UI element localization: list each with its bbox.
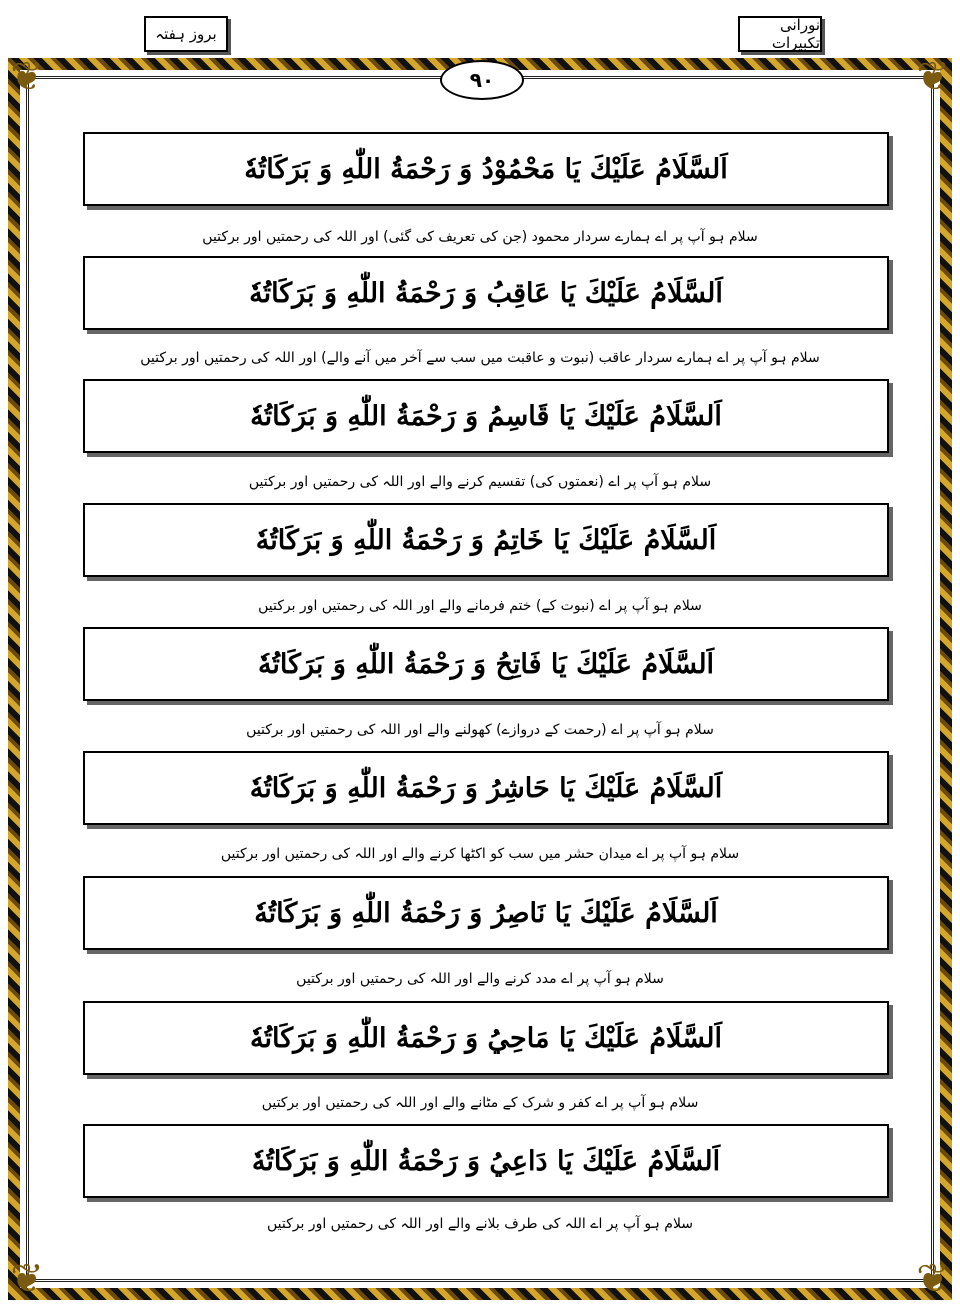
- salutation-translation: سلام ہو آپ پر اے ہمارے سردار عاقب (نبوت و عاقبت میں سب سے آخر میں آنے والے) اور اللہ کی رحمتیں اور برکتیں: [140, 350, 820, 366]
- salutation-arabic: اَلسَّلَامُ عَلَيْكَ يَا عَاقِبُ وَ رَحْمَةُ اللّٰهِ وَ بَرَكَاتُهٗ: [83, 256, 889, 330]
- corner-ornament-icon: ❦: [916, 54, 950, 100]
- salutation-translation: سلام ہو آپ پر اے اللہ کی طرف بلانے والے اور اللہ کی رحمتیں اور برکتیں: [266, 1216, 694, 1232]
- salutation-translation: سلام ہو آپ پر اے میدان حشر میں سب کو اکٹھا کرنے والے اور اللہ کی رحمتیں اور برکتیں: [220, 846, 740, 862]
- salutation-translation: سلام ہو آپ پر اے (رحمت کے دروازے) کھولنے والے اور اللہ کی رحمتیں اور برکتیں: [246, 722, 714, 738]
- salutation-arabic: اَلسَّلَامُ عَلَيْكَ يَا مَحْمُوْدُ وَ رَحْمَةُ اللّٰهِ وَ بَرَكَاتُهٗ: [83, 132, 889, 206]
- corner-ornament-icon: ❦: [10, 1256, 44, 1302]
- salutation-translation: سلام ہو آپ پر اے (نعمتوں کی) تقسیم کرنے والے اور اللہ کی رحمتیں اور برکتیں: [248, 474, 712, 490]
- page-number: ۹۰: [440, 60, 524, 100]
- salutation-translation: سلام ہو آپ پر اے ہمارے سردار محمود (جن کی تعریف کی گئی) اور اللہ کی رحمتیں اور برکتیں: [202, 229, 758, 245]
- corner-ornament-icon: ❦: [916, 1256, 950, 1302]
- salutation-arabic: اَلسَّلَامُ عَلَيْكَ يَا مَاحِيُ وَ رَحْمَةُ اللّٰهِ وَ بَرَكَاتُهٗ: [83, 1001, 889, 1075]
- salutation-translation: سلام ہو آپ پر اے (نبوت کے) ختم فرمانے والے اور اللہ کی رحمتیں اور برکتیں: [258, 598, 702, 614]
- salutation-arabic: اَلسَّلَامُ عَلَيْكَ يَا دَاعِيُ وَ رَحْمَةُ اللّٰهِ وَ بَرَكَاتُهٗ: [83, 1124, 889, 1198]
- book-title-label: نورانی تکبیرات: [738, 16, 822, 52]
- salutation-arabic: اَلسَّلَامُ عَلَيْكَ يَا نَاصِرُ وَ رَحْمَةُ اللّٰهِ وَ بَرَكَاتُهٗ: [83, 876, 889, 950]
- day-label: بروز ہفتہ: [144, 16, 228, 52]
- salutation-arabic: اَلسَّلَامُ عَلَيْكَ يَا قَاسِمُ وَ رَحْمَةُ اللّٰهِ وَ بَرَكَاتُهٗ: [83, 379, 889, 453]
- salutation-arabic: اَلسَّلَامُ عَلَيْكَ يَا حَاشِرُ وَ رَحْمَةُ اللّٰهِ وَ بَرَكَاتُهٗ: [83, 751, 889, 825]
- salutation-arabic: اَلسَّلَامُ عَلَيْكَ يَا فَاتِحُ وَ رَحْمَةُ اللّٰهِ وَ بَرَكَاتُهٗ: [83, 627, 889, 701]
- corner-ornament-icon: ❦: [10, 54, 44, 100]
- salutation-translation: سلام ہو آپ پر اے مدد کرنے والے اور اللہ کی رحمتیں اور برکتیں: [296, 971, 664, 987]
- salutation-arabic: اَلسَّلَامُ عَلَيْكَ يَا خَاتِمُ وَ رَحْمَةُ اللّٰهِ وَ بَرَكَاتُهٗ: [83, 503, 889, 577]
- salutation-translation: سلام ہو آپ پر اے کفر و شرک کے مٹانے والے اور اللہ کی رحمتیں اور برکتیں: [261, 1095, 699, 1111]
